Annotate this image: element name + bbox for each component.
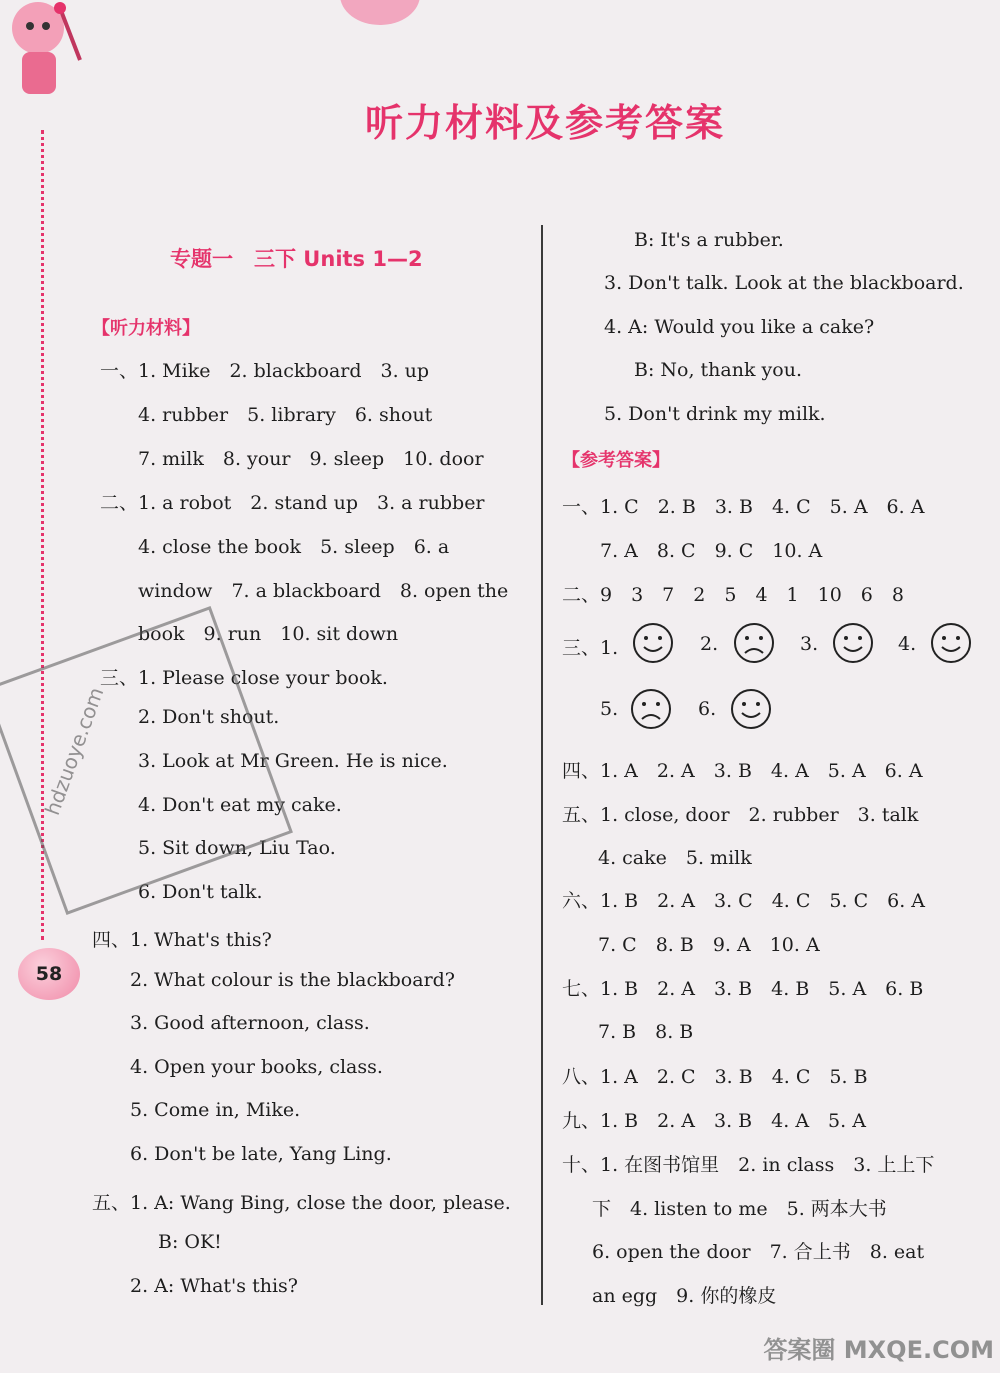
answer-line: 2. xyxy=(700,633,719,655)
smiley-happy-icon xyxy=(930,622,972,664)
answer-line: 一、1. C 2. B 3. B 4. C 5. A 6. A xyxy=(562,496,925,518)
answer-line: 5. xyxy=(600,698,619,720)
answer-line: 6. open the door 7. 合上书 8. eat xyxy=(592,1241,925,1263)
answer-line: 八、1. A 2. C 3. B 4. C 5. B xyxy=(562,1066,868,1088)
page-number: 58 xyxy=(18,948,80,1000)
answer-line: 3. xyxy=(800,633,819,655)
right-line: 5. Don't drink my milk. xyxy=(604,403,826,425)
answers-label: 【参考答案】 xyxy=(562,450,670,471)
left-line: 5. Sit down, Liu Tao. xyxy=(138,837,336,859)
left-line: window 7. a blackboard 8. open the xyxy=(138,580,509,602)
left-line: 3. Look at Mr Green. He is nice. xyxy=(138,750,448,772)
answer-line: 4. cake 5. milk xyxy=(598,847,752,869)
answer-line: 二、9 3 7 2 5 4 1 10 6 8 xyxy=(562,584,904,606)
left-line: 6. Don't talk. xyxy=(138,881,263,903)
left-line: 二、1. a robot 2. stand up 3. a rubber xyxy=(100,492,485,514)
smiley-sad-icon xyxy=(733,622,775,664)
left-line: book 9. run 10. sit down xyxy=(138,623,399,645)
answer-line: 7. A 8. C 9. C 10. A xyxy=(600,540,823,562)
right-line: 3. Don't talk. Look at the blackboard. xyxy=(604,272,964,294)
watermark-stamp-text: hdzuoye.com xyxy=(40,684,109,819)
left-line: 5. Come in, Mike. xyxy=(130,1099,301,1121)
smiley-happy-icon xyxy=(832,622,874,664)
left-line: 五、1. A: Wang Bing, close the door, please. xyxy=(92,1192,511,1214)
answer-line: 4. xyxy=(898,633,917,655)
listening-label: 【听力材料】 xyxy=(92,318,200,339)
answer-line: 7. B 8. B xyxy=(598,1021,694,1043)
watermark-corner: 答案圈 MXQE.COM xyxy=(763,1336,994,1364)
answer-line: 6. xyxy=(698,698,717,720)
answer-line: 七、1. B 2. A 3. B 4. B 5. A 6. B xyxy=(562,978,924,1000)
smiley-sad-icon xyxy=(630,688,672,730)
answer-line: an egg 9. 你的橡皮 xyxy=(592,1285,777,1307)
left-line: 一、1. Mike 2. blackboard 3. up xyxy=(100,360,430,382)
left-line: 2. A: What's this? xyxy=(130,1275,298,1297)
right-line: 4. A: Would you like a cake? xyxy=(604,316,875,338)
answer-line: 十、1. 在图书馆里 2. in class 3. 上上下 xyxy=(562,1154,935,1176)
smiley-happy-icon xyxy=(632,622,674,664)
left-line: 4. Don't eat my cake. xyxy=(138,794,342,816)
answer-line: 四、1. A 2. A 3. B 4. A 5. A 6. A xyxy=(562,760,923,782)
left-line: 4. Open your books, class. xyxy=(130,1056,383,1078)
answer-line: 7. C 8. B 9. A 10. A xyxy=(598,934,820,956)
left-line: 2. What colour is the blackboard? xyxy=(130,969,455,991)
right-line: B: It's a rubber. xyxy=(634,229,784,251)
left-line: 2. Don't shout. xyxy=(138,706,280,728)
right-line: B: No, thank you. xyxy=(634,359,802,381)
smiley-happy-icon xyxy=(730,688,772,730)
left-line: 三、1. Please close your book. xyxy=(100,667,388,689)
left-line: 6. Don't be late, Yang Ling. xyxy=(130,1143,392,1165)
left-line: 7. milk 8. your 9. sleep 10. door xyxy=(138,448,484,470)
left-line: 3. Good afternoon, class. xyxy=(130,1012,370,1034)
answer-line: 三、1. xyxy=(562,637,619,659)
answer-line: 九、1. B 2. A 3. B 4. A 5. A xyxy=(562,1110,866,1132)
section-heading: 专题一 三下 Units 1—2 xyxy=(170,247,423,271)
page-title: 听力材料及参考答案 xyxy=(364,101,725,145)
answer-line: 下 4. listen to me 5. 两本大书 xyxy=(592,1198,887,1220)
left-line: B: OK! xyxy=(158,1231,222,1253)
column-divider xyxy=(541,225,543,1305)
answer-line: 五、1. close, door 2. rubber 3. talk xyxy=(562,804,919,826)
answer-line: 六、1. B 2. A 3. C 4. C 5. C 6. A xyxy=(562,890,926,912)
left-line: 四、1. What's this? xyxy=(92,929,272,951)
top-decoration xyxy=(340,0,420,25)
left-line: 4. rubber 5. library 6. shout xyxy=(138,404,433,426)
left-line: 4. close the book 5. sleep 6. a xyxy=(138,536,450,558)
